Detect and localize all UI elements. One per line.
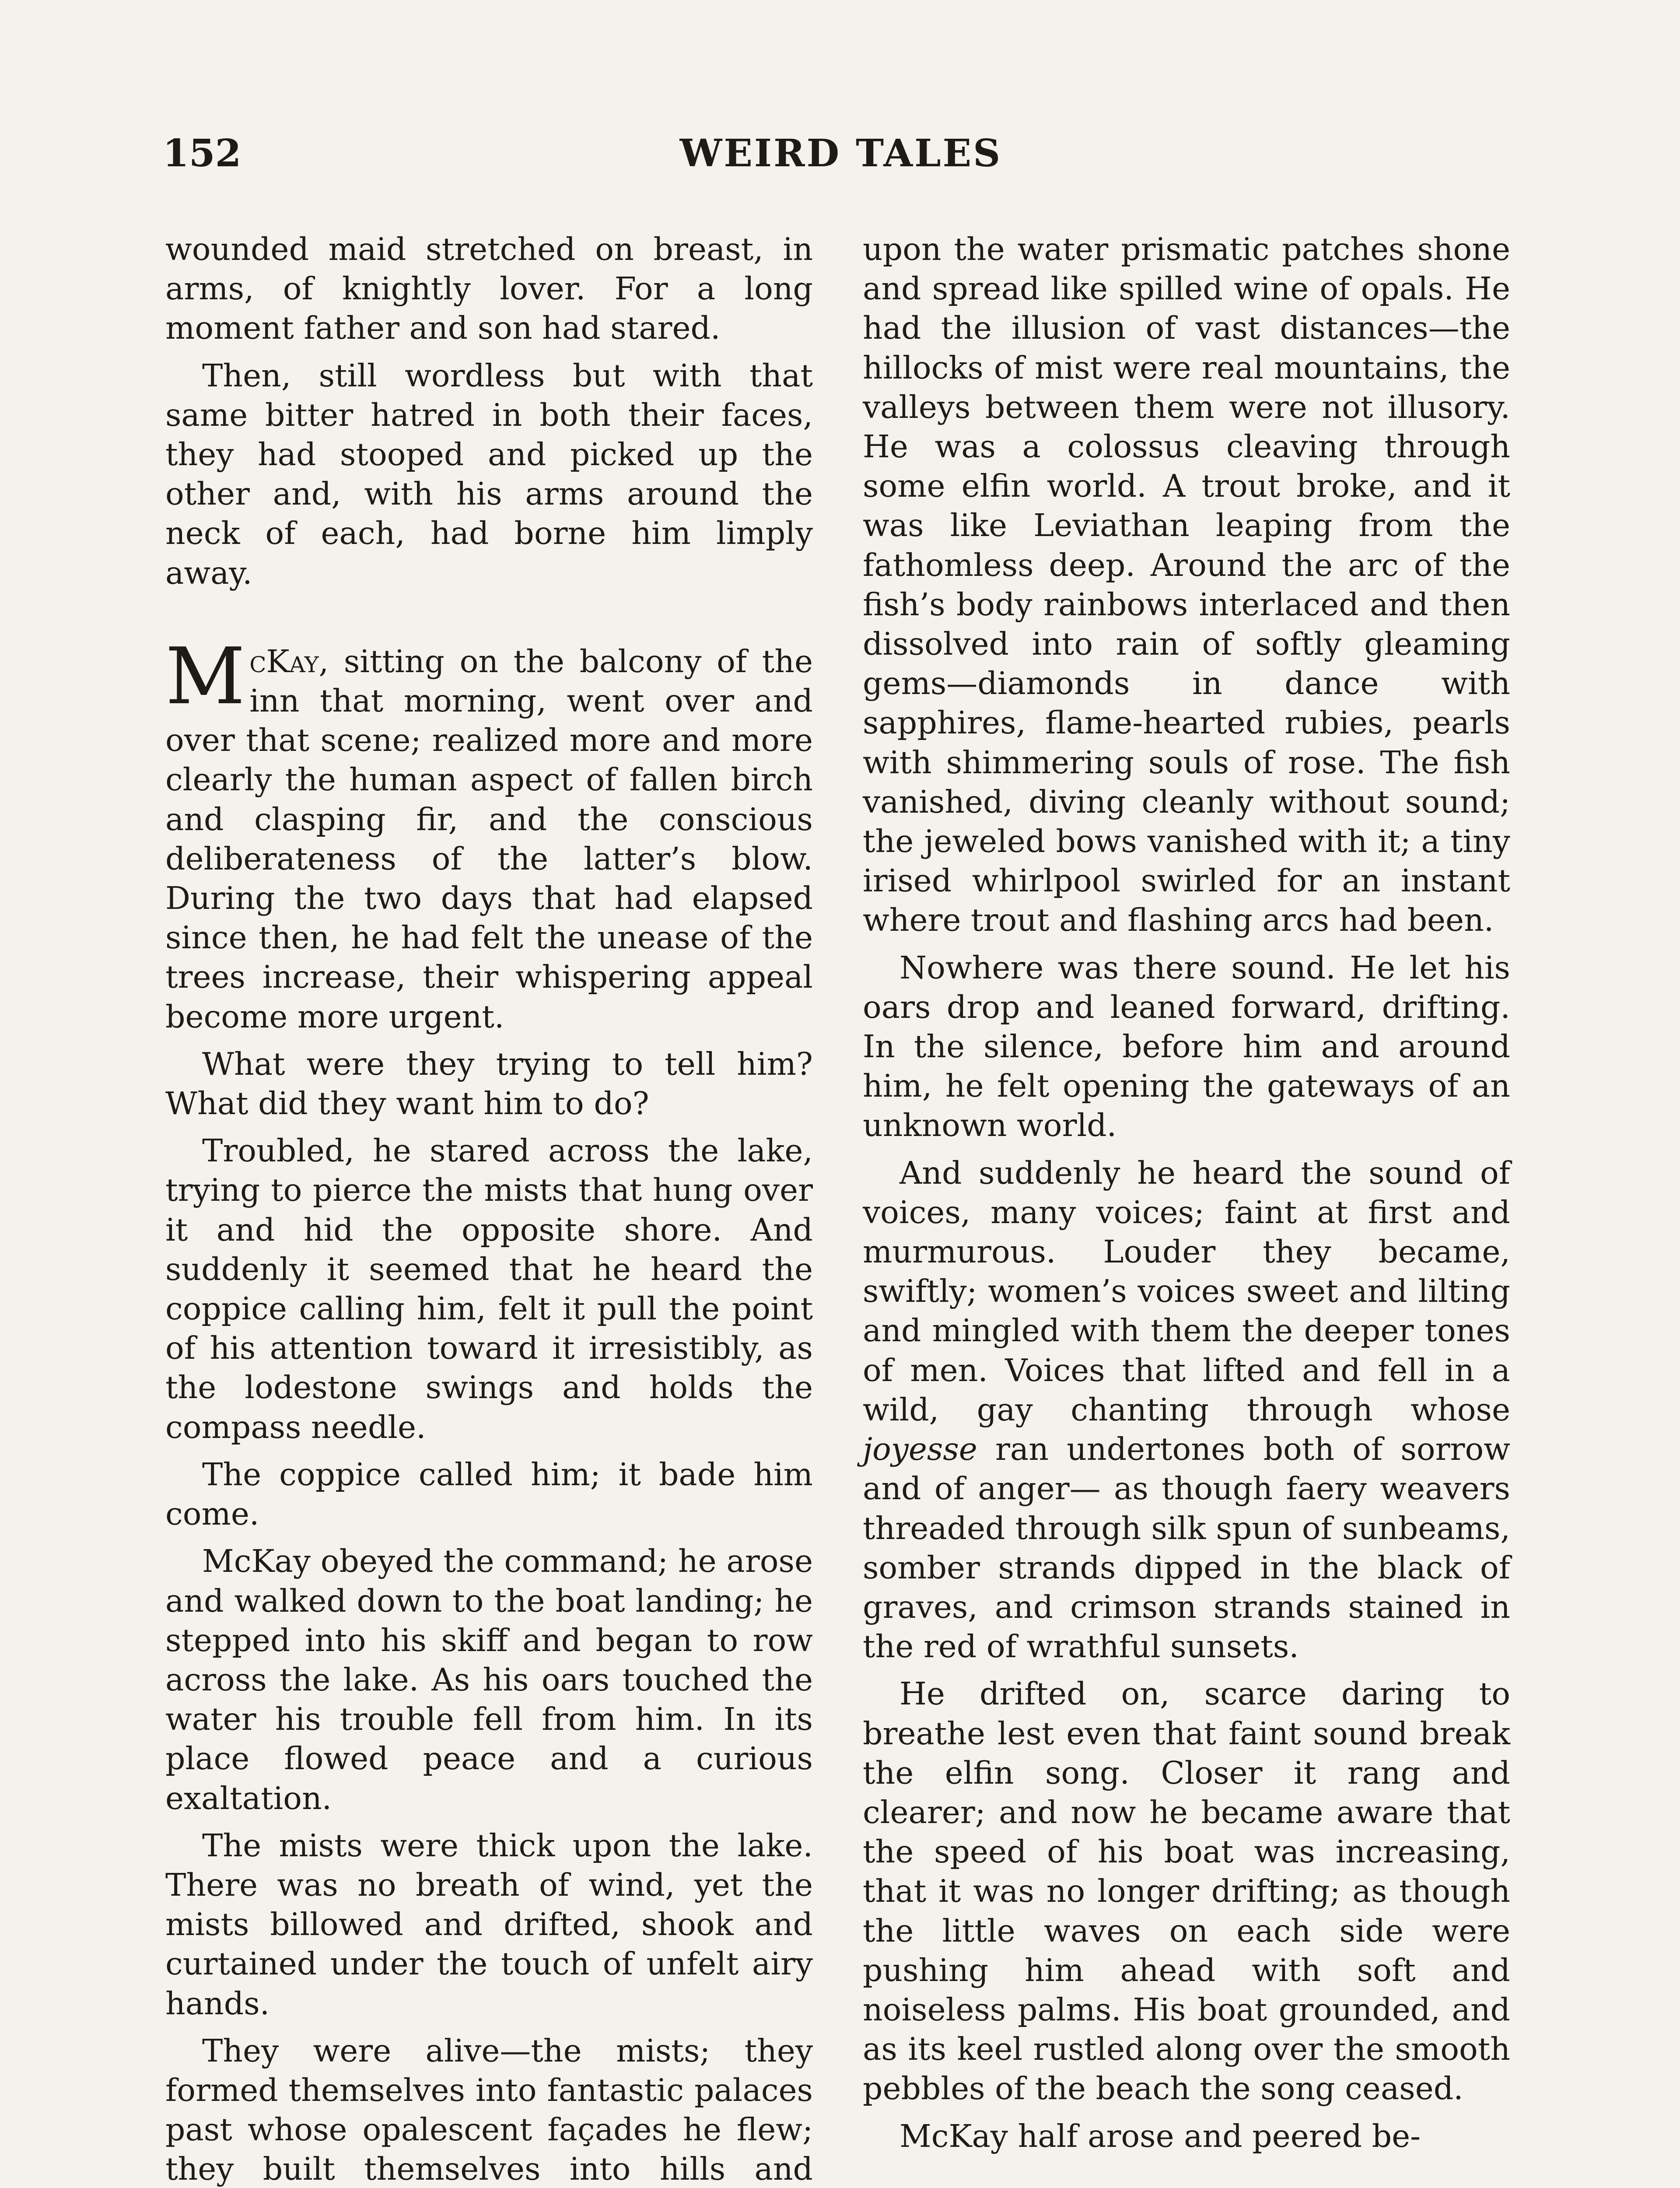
small-caps-name: cKay, bbox=[249, 643, 329, 680]
section-start-paragraph bbox=[165, 631, 813, 1037]
paragraph: Then, still wordless but with that same bitter hatred in both their faces, they had stooped and picked up the other and, with his arms around the neck of each, had borne him limply away. bbox=[165, 357, 813, 591]
drop-cap: M bbox=[165, 631, 245, 722]
italic-word: joyesse bbox=[863, 1431, 977, 1468]
paragraph: Troubled, he stared across the lake, trying to pierce the mists that hung over it and hid the opposite shore. And suddenly it seemed that he heard the coppice calling him, felt it pull the point of his attention toward it irresistibly, as the lodestone swings and holds the compass needle. bbox=[165, 1133, 813, 1445]
page-number: 152 bbox=[163, 131, 242, 175]
running-title: WEIRD TALES bbox=[679, 131, 1002, 175]
paragraph-text: And suddenly he heard the sound of voices, many voices; faint at first and murmurous. Louder they became, swiftly; women’s voices sweet and lilting and mingled with them the deeper tones of men. Voices that lifted and fell in a wild, gay chanting through whose bbox=[863, 1154, 1510, 1428]
paragraph-text: ran undertones both of sorrow and of anger— as though faery weavers threaded through silk spun of sunbeams, somber strands dipped in the black of graves, and crimson strands stained in the red of wrathful sunsets. bbox=[863, 1431, 1510, 1665]
paragraph-text: sitting on the balcony of the inn that morning, went over and over that scene; realized more and more clearly the human aspect of fallen birch and clasping fir, and the conscious deliberateness of the latter’s blow. During the two days that had elapsed since then, he had felt the unease of the trees increase, their whispering appeal become more urgent. bbox=[165, 643, 813, 1035]
paragraph: He drifted on, scarce daring to breathe lest even that faint sound break the elfin song. Closer it rang and clearer; and now he became aware that the speed of his boat was increasing, that it was no longer drifting; as though the little waves on each side were pushing him ahead with soft and noiseless palms. His boat grounded, and as its keel rustled along over the smooth pebbles of the beach the song ceased. bbox=[863, 1676, 1510, 2107]
paragraph: What were they trying to tell him? What did they want him to do? bbox=[165, 1045, 813, 1122]
paragraph: The coppice called him; it bade him come. bbox=[165, 1456, 813, 1532]
paragraph: The mists were thick upon the lake. There was no breath of wind, yet the mists billowed and drifted, shook and curtained under the touch of unfelt airy hands. bbox=[165, 1827, 813, 2022]
paragraph: McKay obeyed the command; he arose and walked down to the boat landing; he stepped into his skiff and began to row across the lake. As his oars touched the water his trouble fell from him. In its place flowed peace and a curious exaltation. bbox=[165, 1543, 813, 1816]
paragraph bbox=[863, 1154, 1510, 1667]
paragraph: Nowhere was there sound. He let his oars drop and leaned forward, drifting. In the silence, before him and around him, he felt opening the gateways of an unknown world. bbox=[863, 949, 1510, 1144]
paragraph: wounded maid stretched on breast, in arms, of knightly lover. For a long moment father and son had stared. bbox=[165, 231, 813, 347]
paragraph: McKay half arose and peered be- bbox=[900, 2118, 1421, 2154]
page-header bbox=[163, 131, 1519, 188]
paragraph: upon the water prismatic patches shone and spread like spilled wine of opals. He had the illusion of vast distances—the hillocks of mist were real mountains, the valleys between them were not illusory. He was a colossus cleaving through some elfin world. A trout broke, and it was like Leviathan leaping from the fathomless deep. Around the arc of the fish’s body rainbows interlaced and then dissolved into rain of softly gleaming gems—diamonds in dance with sapphires, flame-hearted rubies, pearls with shimmering souls of rose. The fish vanished, diving cleanly without sound; the jeweled bows vanished with it; a tiny irised whirlpool swirled for an instant where trout and flashing arcs had been. bbox=[863, 231, 1510, 939]
paragraph: They were alive—the mists; they formed themselves into fantastic palaces past whose opalescent façades he flew; they built themselves into hills and bbox=[165, 2032, 813, 2188]
right-column bbox=[863, 230, 1510, 2164]
left-column bbox=[165, 230, 813, 2188]
